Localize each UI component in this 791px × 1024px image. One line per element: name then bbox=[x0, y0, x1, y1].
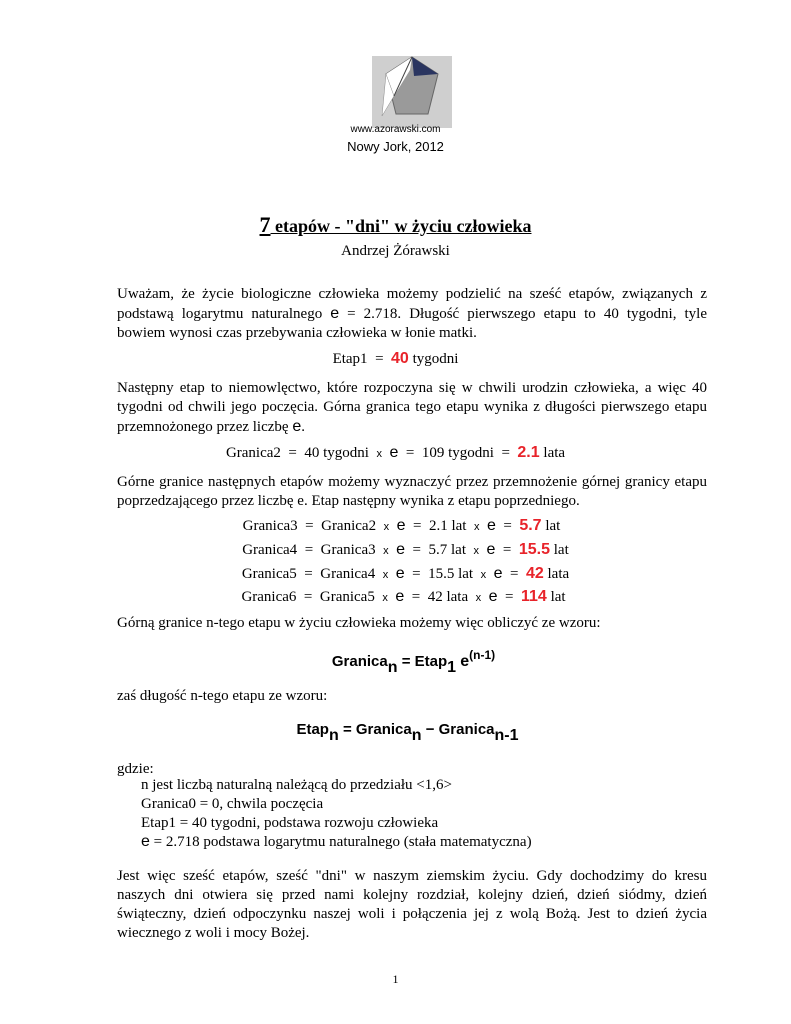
author: Andrzej Żórawski bbox=[341, 243, 450, 259]
paragraph-4: Górną granice n-tego etapu w życiu człowieka możemy więc obliczyć ze wzoru: bbox=[117, 615, 601, 631]
where-line: e = 2.718 podstawa logarytmu naturalnego (stała matematyczna) bbox=[141, 833, 532, 850]
where-line: Etap1 = 40 tygodni, podstawa rozwoju człowieka bbox=[141, 815, 439, 831]
logo-icon bbox=[372, 56, 452, 128]
granica5-result: 42 bbox=[525, 565, 544, 582]
formula-granica: Granica$_n$ = Etap$_1$ $e^{(n-1)}$ bbox=[331, 648, 496, 676]
equation-row: Granica6 = Granica5 x e = 42 lata x e = 114 lat bbox=[241, 588, 566, 605]
granica6-result: 114 bbox=[521, 588, 547, 605]
equation-row: Granica4 = Granica3 x e = 5.7 lat x e = 15.5 lat bbox=[242, 541, 569, 558]
place-date: Nowy Jork, 2012 bbox=[347, 139, 444, 154]
paragraph-5: zaś długość n-tego etapu ze wzoru: bbox=[117, 688, 328, 704]
website-url: www.azorawski.com bbox=[350, 124, 441, 135]
granica2-equation: Granica2 = 40 tygodni x e = 109 tygodni = 2.1 lata bbox=[225, 444, 566, 461]
equation-row: Granica5 = Granica4 x e = 15.5 lat x e = 42 lata bbox=[241, 565, 570, 582]
formula-etap: Etap$_n$ = Granica$_n$ − Granica$_{n-1}$ bbox=[296, 721, 519, 744]
page-number: 1 bbox=[392, 972, 399, 986]
title-text: etapów - "dni" w życiu człowieka bbox=[270, 216, 532, 236]
intro-paragraph: Uważam, że życie biologiczne człowieka możemy podzielić na sześć etapów, związanych z podstawą logarytmu naturalnego e = 2.718. Długość pierwszego etapu to 40 tygodni, tyle bowiem wynosi czas przebywania człowieka w łonie matki. bbox=[117, 286, 707, 341]
granica3-result: 5.7 bbox=[519, 517, 542, 534]
etap1-value: 40 bbox=[391, 350, 409, 367]
granica2-result: 2.1 bbox=[517, 444, 540, 461]
etap1-equation: Etap1 = 40 tygodni bbox=[332, 350, 459, 367]
equation-row: Granica3 = Granica2 x e = 2.1 lat x e = 5.7 lat bbox=[242, 517, 561, 534]
where-line: n jest liczbą naturalną należącą do przedziału <1,6> bbox=[141, 777, 452, 793]
paragraph-2: Następny etap to niemowlęctwo, które rozpoczyna się w chwili urodzin człowieka, a więc 40 tygodni od chwili jego poczęcia. Górna granica tego etapu wynika z długości pierwszego etapu przemnożonego przez liczbę e. bbox=[117, 380, 707, 435]
page-title bbox=[0, 212, 791, 238]
conclusion-paragraph: Jest więc sześć etapów, sześć "dni" w naszym ziemskim życiu. Gdy dochodzimy do kresu naszych dni otwiera się przed nami kolejny rozdział, kolejny dzień, dzień siódmy, dzień świąteczny, dzień odpoczynku naszej woli i połączenia jej z wolą Bożą. Jest to dzień życia wiecznego z woli i mocy Bożej. bbox=[117, 868, 707, 941]
where-label: gdzie: bbox=[117, 761, 154, 777]
where-line: Granica0 = 0, chwila poczęcia bbox=[141, 796, 324, 812]
granica4-result: 15.5 bbox=[518, 541, 551, 558]
paragraph-3: Górne granice następnych etapów możemy wyznaczyć przez przemnożenie górnej granicy etapu poprzedzającego przez liczbę e. Etap następny wynika z etapu poprzedniego. bbox=[117, 474, 707, 509]
title-number: 7 bbox=[259, 212, 271, 237]
